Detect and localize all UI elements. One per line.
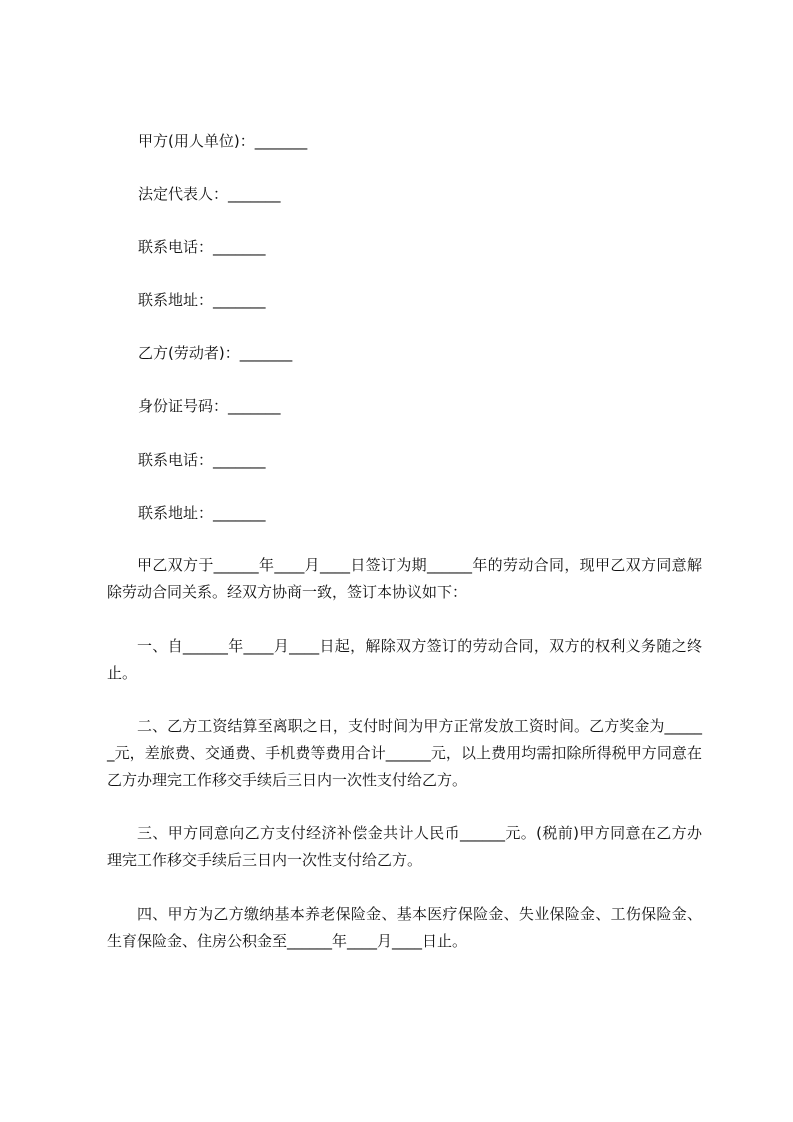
- party-a-employer-field: 甲方(用人单位)：_______: [138, 132, 308, 150]
- clause-2-paragraph: 二、乙方工资结算至离职之日，支付时间为甲方正常发放工资时间。乙方奖金为______元，差旅费、交通费、手机费等费用合计______元，以上费用均需扣除所得税甲方同意在乙方办理完工作移交手续后三日内一次性支付给乙方。: [107, 717, 702, 789]
- party-b-phone-field: 联系电话：_______: [138, 451, 266, 469]
- party-a-address-field: 联系地址：_______: [138, 291, 266, 309]
- legal-representative-field: 法定代表人：_______: [138, 185, 281, 203]
- id-number-field: 身份证号码：_______: [138, 397, 281, 415]
- clause-4-paragraph: 四、甲方为乙方缴纳基本养老保险金、基本医疗保险金、失业保险金、工伤保险金、生育保险金、住房公积金至______年____月____日止。: [107, 905, 702, 950]
- clause-3-paragraph: 三、甲方同意向乙方支付经济补偿金共计人民币______元。(税前)甲方同意在乙方办理完工作移交手续后三日内一次性支付给乙方。: [107, 824, 702, 869]
- party-a-phone-field: 联系电话：_______: [138, 238, 266, 256]
- party-b-address-field: 联系地址：_______: [138, 504, 266, 522]
- clause-1-paragraph: 一、自______年____月____日起，解除双方签订的劳动合同，双方的权利义务随之终止。: [107, 637, 702, 682]
- intro-paragraph: 甲乙双方于______年____月____日签订为期______年的劳动合同，现甲乙双方同意解除劳动合同关系。经双方协商一致，签订本协议如下：: [107, 556, 702, 601]
- party-b-worker-field: 乙方(劳动者)：_______: [138, 344, 293, 362]
